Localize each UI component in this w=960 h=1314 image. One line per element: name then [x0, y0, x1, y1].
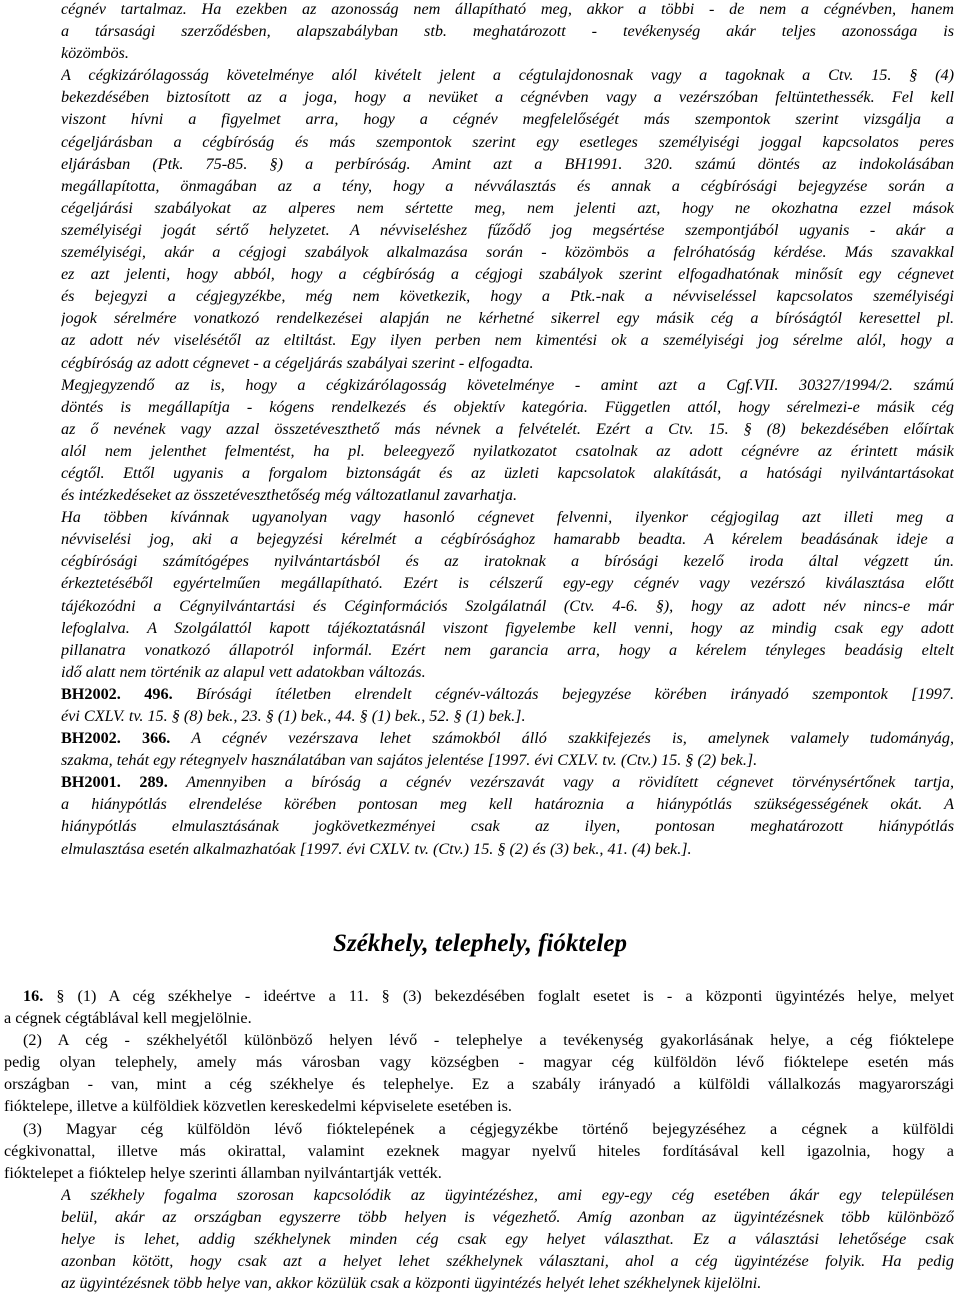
text-line: az ügyintézésnek több helye van, akkor közülük csak a központi ügyintézés helyét lehet székhelynek kijelölni. [61, 1274, 762, 1293]
case-ref: BH2002. 496. [61, 684, 173, 703]
text-line: a hiánypótlás elrendelése körében pontosan meg kell határoznia a hiánypótlás szükségességének okát. A [61, 795, 954, 814]
text-line: ez azt jelenti, hogy abból, hogy a cégbíróság a cégjogi szabályok szerint elfogadhatónak minősít egy cégnevet [61, 265, 954, 284]
text-line: cégnév tartalmaz. Ha ezekben az azonosság nem állapítható meg, akkor a többi - de nem a cégnévben, hanem [61, 0, 954, 18]
text-line: szakma, tehát egy rétegnyelv használatában van sajátos jelentése [1997. évi CXLV. tv. (Ctv.) 15. § (2) bek.]. [61, 751, 758, 770]
text-line: alól nem jelenthet felmentést, ha pl. beleegyező nyilatkozatot csatolnak az adott cégnévre az érintett másik [61, 441, 954, 460]
text-line: A cégkizárólagosság követelménye alól kivételt jelent a cégtulajdonosnak vagy a tagoknak a Ctv. 15. § (4) [61, 66, 954, 85]
statute-text-fragment: § (1) A cég székhelye - ideértve a 11. § (3) bekezdésében foglalt esetet is - a központi ügyintézés helye, melyet [43, 987, 954, 1005]
statute-line [4, 985, 954, 1007]
text-line: közömbös. [61, 44, 129, 63]
text-line: döntés is megállapítja - kógens rendelkezés és objektív kategória. Független attól, hogy sérelmezi-e másik cég [61, 397, 954, 416]
case-ref: BH2002. 366. [61, 729, 171, 748]
text-line: érkeztetéséből egyértelműen megállapítható. Ezért is célszerű egy-egy cégnév vagy vezérszó kiválasztása előtt [61, 574, 954, 593]
text-line: pillanatra vonatkozó állapotról informál. Ezért nem garancia arra, hogy a kérelem tényleges beadásig eltelt [61, 640, 954, 659]
case-first-line [61, 683, 954, 705]
statute-line: (3) Magyar cég külföldön lévő fióktelepének a cégjegyzékbe történő bejegyzéséhez a cégnek a külföldi [23, 1119, 954, 1138]
paragraph-number: 16. [23, 987, 44, 1005]
text-line: bekezdésében biztosított az a joga, hogy a nevüket a cégnévben vagy a vezérszóban feltüntethessék. Fel kell [61, 88, 954, 107]
text-line: cégtől. Ettől ugyanis a forgalom biztonságát és az üzleti kapcsolatok alakítását, a hatósági nyilvántartásokat [61, 463, 954, 482]
text-line: eljárásban (Ptk. 75-85. §) a perbíróság. Amint azt a BH1991. 320. számú döntés az indokolásában [61, 154, 954, 173]
text-line: azonban kötött, hogy csak azt a helyet lehet székhelynek választani, ahol a cég ügyintézése folyik. Ha pedig [61, 1252, 954, 1271]
text-line: cégbírósági számítógépes nyilvántartásból és az iratoknak a bírósági kezelő iroda által végzett ún. [61, 552, 954, 571]
text-line: lefoglalva. A Szolgálattól kapott tájékoztatásnál viszont figyelembe kell venni, hogy az mindig csak egy adott [61, 618, 954, 637]
text-line: hiánypótlás elmulasztásának jogkövetkezményei csak az ilyen, pontosan meghatározott hiánypótlás [61, 817, 954, 836]
case-first-line [61, 727, 954, 749]
statute-line: fióktelepe, illetve a külföldiek közvetlen kereskedelmi képviselete esetében is. [4, 1097, 512, 1116]
text-line: Ha többen kívánnak ugyanolyan vagy hasonló cégnevet felvenni, ilyenkor cégjogilag azt illeti meg a [61, 508, 954, 527]
text-line: és intézkedéseket az összetéveszthetőség még változatlanul zavarhatja. [61, 486, 518, 505]
text-line: megállapította, önmagában az a tény, hogy a névválasztás és annak a cégbírósági bejegyzése során a [61, 176, 954, 195]
case-text: Bírósági ítéletben elrendelt cégnév-változás bejegyzése körében irányadó szempontok [1997. [196, 684, 954, 703]
text-line: személyiségi jogát sértő helyzetet. A névviseléshez fűződő jog megsértése szempontjából ugyanis - akár a [61, 220, 954, 239]
statute-line: a cégnek cégtáblával kell megjelölnie. [4, 1009, 252, 1028]
text-line: helye is lehet, addig székhelynek minden cég csak egy helyet választhat. Ez a választási lehetősége csak [61, 1230, 954, 1249]
text-line: évi CXLV. tv. 15. § (8) bek., 23. § (1) bek., 44. § (1) bek., 52. § (1) bek.]. [61, 707, 526, 725]
statute-line: fióktelepet a fióktelep helye szerinti államban nyilvántartják vették. [4, 1163, 442, 1182]
case-first-line [61, 771, 954, 793]
statute-line: országban - van, mint a cég székhelye és telephelye. Ez a szabály irányadó a külföldi vállalkozás magyarországi [4, 1075, 954, 1094]
text-line: jogok sérelmére vonatkozó rendelkezései alapján ne kérhetné sikerrel egy másik cég a bíróságtól keresettel pl. [61, 309, 954, 328]
case-text: Amennyiben a bíróság a cégnév vezérszavát vagy a rövidített cégnevet törvénysértőnek tartja, [186, 773, 954, 792]
text-line: A székhely fogalma szorosan kapcsolódik az ügyintézéshez, ami egy-egy cég esetében ákár egy településen [61, 1186, 954, 1204]
section-heading: Székhely, telephely, fióktelep [333, 930, 627, 957]
text-line: tájékozódni a Cégnyilvántartási és Céginformációs Szolgálatnál (Ctv. 4-6. §), hogy az adott név nincs-e már [61, 596, 954, 615]
text-line: idő alatt nem történik az alapul vett adatokban változás. [61, 662, 426, 681]
case-text: A cégnév vezérszava lehet számokból álló szakkifejezés is, amelynek valamely tudományág, [191, 729, 954, 748]
statute-line: pedig olyan telephely, amely más városban vagy községben - magyar cég külföldön lévő fióktelepe esetén más [4, 1053, 954, 1072]
commentary-bottom [61, 1184, 954, 1294]
commentary-top [61, 0, 954, 860]
text-line: viszont hívni a figyelmet arra, hogy a cégnév megfelelőségét más szempontok szerint vizsgálja a [61, 110, 954, 129]
text-line: névviselési jog, aki a bejegyzési kérelmét a cégbírósághoz hamarabb beadta. A kérelem beadásának ideje a [61, 530, 954, 549]
text-line: a társasági szerződésben, alapszabályban stb. meghatározott - tevékenység akár teljes azonossága is [61, 22, 954, 41]
text-line: cégbíróság az adott cégnevet - a cégeljárás szabályai szerint - elfogadta. [61, 353, 534, 372]
text-line: Megjegyzendő az is, hogy a cégkizárólagosság követelménye - amint azt a Cgf.VII. 30327/1994/2. számú [61, 375, 954, 394]
case-ref: BH2001. 289. [61, 773, 168, 792]
text-line: cégeljárási szabályokat az alperes nem sértette meg, nem jelenti azt, hogy ne okozhatna ezzel mások [61, 198, 954, 217]
text-line: személyiségi, akár a cégjogi szabályok alkalmazása során - közömbös a felróhatóság kérdése. Más szavakkal [61, 243, 954, 262]
text-line: az ő nevének vagy azzal összetéveszthető más névnek a felvételét. Ezért a Ctv. 15. § (8) bekezdésében előírtak [61, 419, 954, 438]
text-line: és bejegyzi a cégjegyzékbe, még nem következik, hogy a Ptk.-nak a névviseléssel kapcsolatos személyiségi [61, 287, 954, 306]
text-line: cégeljárásban a cégbíróság és más szempontok szerint egy esetleges személyiségi joggal kapcsolatos peres [61, 132, 954, 151]
text-line: az adott név viselésétől az eltiltást. Egy ilyen perben nem kimentési ok a személyiségi jog sérelme alól, hogy a [61, 331, 954, 350]
statute-line: cégkivonattal, illetve más okirattal, valamint ezeknek magyar nyelvű hiteles fordításával kell igazolnia, hogy a [4, 1141, 954, 1160]
text-line: belül, akár az országban egyszerre több helyen is végezhető. Amíg azonban az ügyintézésnek több különböző [61, 1208, 954, 1227]
text-line: elmulasztása esetén alkalmazhatóak [1997. évi CXLV. tv. (Ctv.) 15. § (2) és (3) bek., 41. (4) bek.]. [61, 839, 692, 858]
statute-line: (2) A cég - székhelyétől különböző helyen lévő - telephelye a tevékenység gyakorlásának helye, a cég fióktelepe [23, 1031, 954, 1050]
statute-text [4, 985, 954, 1184]
